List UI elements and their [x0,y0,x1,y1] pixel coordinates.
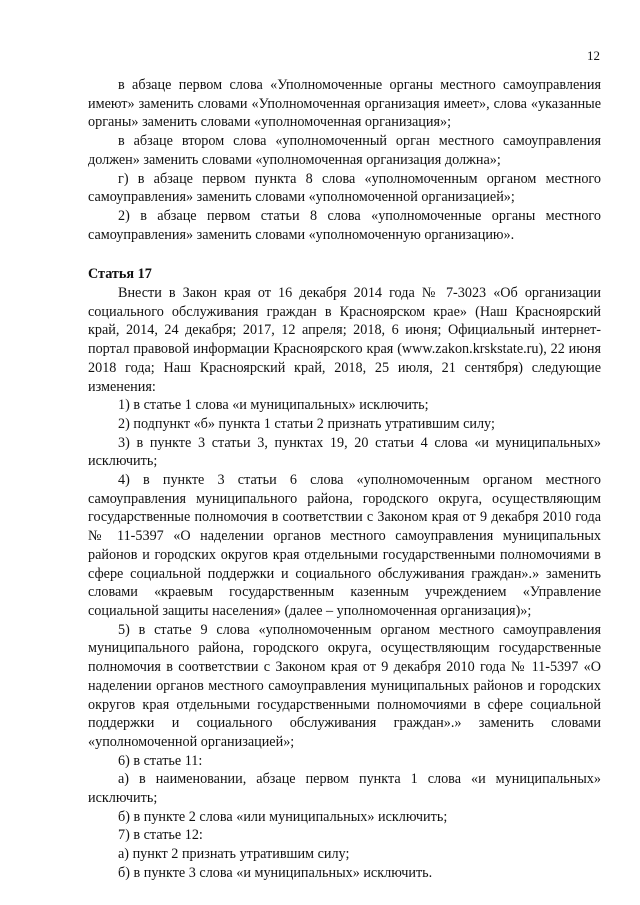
page-number: 12 [587,48,600,63]
paragraph: Внести в Закон края от 16 декабря 2014 года № 7-3023 «Об организации социального обслуживания граждан в Красноярском крае» (Наш Красноярский край, 2014, 24 декабря; 2017, 12 апреля; 2018, 6 июня; Официальный интернет-портал правовой информации Красноярского края (www.zakon.krskstate.ru), 22 июня 2018 года; Наш Красноярский край, 2018, 25 июля, 21 сентября) следующие изменения: [88,285,601,395]
paragraph: в абзаце первом слова «Уполномоченные органы местного самоуправления имеют» заменить словами «Уполномоченная организация имеет», слова «указанные органы» заменить словами «уполномоченная организация»; [88,77,601,131]
article-heading: Статья 17 [88,266,152,283]
paragraph: 2) в абзаце первом статьи 8 слова «уполномоченные органы местного самоуправления» заменить словами «уполномоченную организацию». [88,207,601,243]
paragraph: а) в наименовании, абзаце первом пункта 1 слова «и муниципальных» исключить; [88,771,601,807]
document-body [88,76,601,883]
paragraph: 7) в статье 12: [118,827,203,844]
paragraph: г) в абзаце первом пункта 8 слова «уполномоченным органом местного самоуправления» заменить словами «уполномоченной организацией»; [88,170,601,206]
paragraph: 5) в статье 9 слова «уполномоченным органом местного самоуправления муниципального района, городского округа, осуществляющим государственные полномочия в соответствии с Законом края от 9 декабря 2010 года № 11-5397 «О наделении органов местного самоуправления муниципальных районов и городских округов края отдельными государственными полномочиями в сфере социальной поддержки и социального обслуживания граждан».» заменить словами «уполномоченной организацией»; [88,621,601,750]
paragraph: а) пункт 2 признать утратившим силу; [118,846,350,863]
paragraph: 6) в статье 11: [118,752,203,769]
paragraph: б) в пункте 2 слова «или муниципальных» исключить; [118,808,448,825]
paragraph: в абзаце втором слова «уполномоченный орган местного самоуправления должен» заменить словами «уполномоченная организация должна»; [88,133,601,168]
paragraph: 2) подпункт «б» пункта 1 статьи 2 признать утратившим силу; [118,415,495,432]
paragraph: б) в пункте 3 слова «и муниципальных» исключить. [118,864,433,881]
paragraph: 1) в статье 1 слова «и муниципальных» исключить; [118,397,429,414]
paragraph: 3) в пункте 3 статьи 3, пунктах 19, 20 статьи 4 слова «и муниципальных» исключить; [88,434,601,470]
paragraph: 4) в пункте 3 статьи 6 слова «уполномоченным органом местного самоуправления муниципального района, городского округа, осуществляющим государственные полномочия в соответствии с Законом края от 9 декабря 2010 года № 11-5397 «О наделении органов местного самоуправления муниципальных районов и городских округов края отдельными государственными полномочиями в сфере социальной поддержки и социального обслуживания граждан».» заменить словами «краевым государственным казенным учреждением «Управление социальной защиты населения» (далее – уполномоченная организация)»; [88,472,601,619]
